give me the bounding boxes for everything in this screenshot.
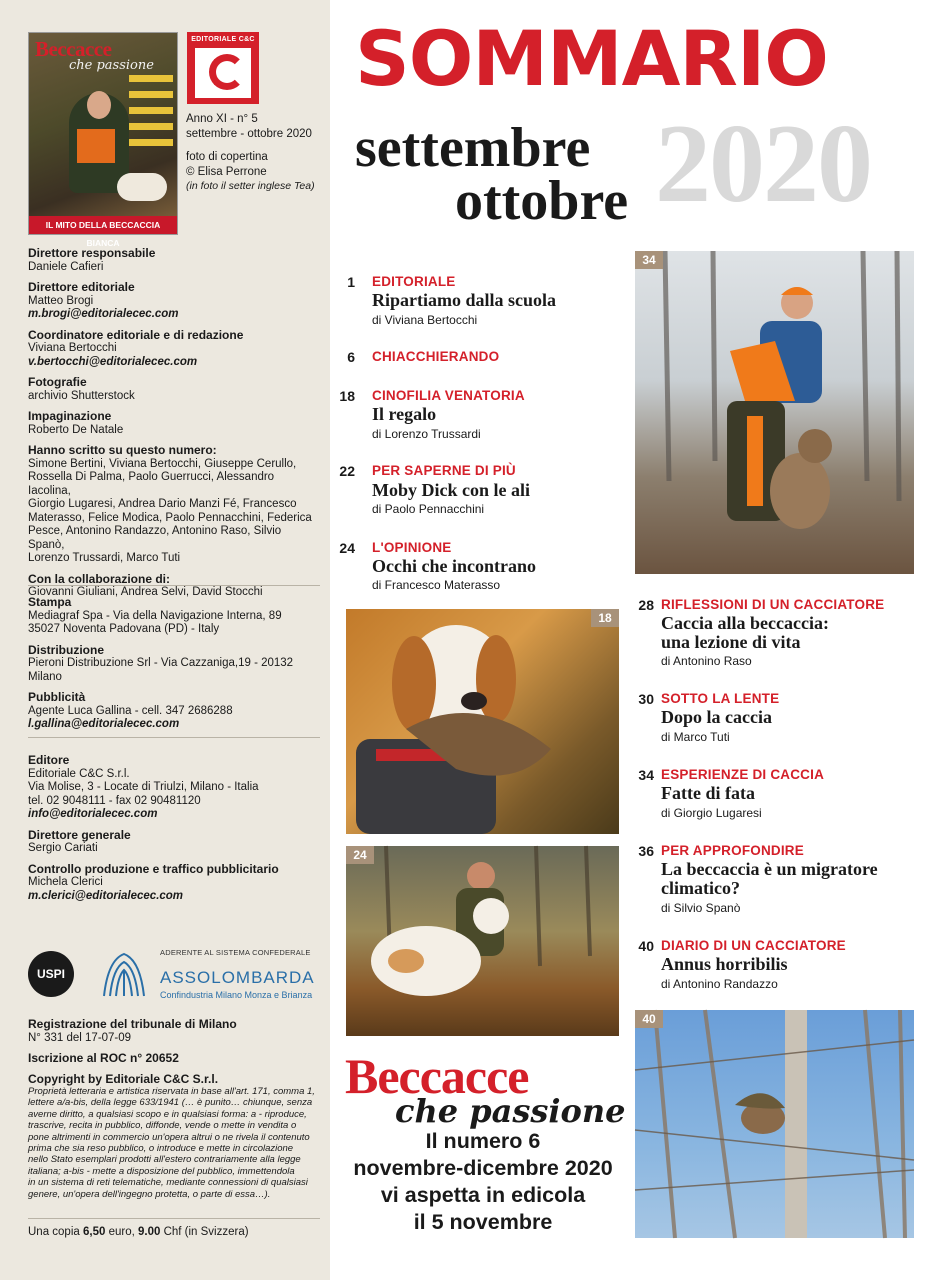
masthead-block: Direttore editoriale Matteo Brogi m.brogi@editorialecec.com xyxy=(28,281,320,322)
masthead-staff xyxy=(28,247,320,600)
toc-title: Moby Dick con le ali xyxy=(372,480,530,500)
issue-date: settembre - ottobre 2020 xyxy=(186,127,312,140)
masthead-sidebar xyxy=(0,0,330,1280)
toc-category: PER APPROFONDIRE xyxy=(661,843,804,858)
issue-number: Anno XI - n° 5 xyxy=(186,113,258,125)
photo-page-tag: 24 xyxy=(346,846,374,864)
toc-page-number: 30 xyxy=(638,691,654,707)
toc-page-number: 28 xyxy=(638,597,654,613)
divider xyxy=(28,1218,320,1219)
toc-author: di Francesco Materasso xyxy=(372,578,501,592)
toc-category: ESPERIENZE DI CACCIA xyxy=(661,767,825,782)
toc-category: PER SAPERNE DI PIÙ xyxy=(372,463,516,478)
toc-author: di Silvio Spanò xyxy=(661,901,741,915)
toc-title: Occhi che incontrano xyxy=(372,556,536,576)
publisher-info: Editore Editoriale C&C S.r.l. Via Molise, 3 - Locate di Triulzi, Milano - Italia tel. 02 9048111 - fax 02 90481120 info@editorialecec.com Direttore generale Sergio Cariati Controllo produzione e traffico pubblicitario Michela Clerici m.clerici@editorialecec.com xyxy=(28,754,320,903)
masthead-block: Impaginazione Roberto De Natale xyxy=(28,409,124,436)
toc-page-number: 1 xyxy=(347,274,355,290)
toc-title: Fatte di fata xyxy=(661,783,755,803)
photo-dog-with-woodcock[interactable] xyxy=(346,609,619,834)
photo-hunter-with-setter[interactable] xyxy=(346,846,619,1036)
setter-image xyxy=(346,846,619,1036)
toc-category: CINOFILIA VENATORIA xyxy=(372,388,525,403)
email-link[interactable]: m.brogi@editorialecec.com xyxy=(28,308,179,320)
copyright-text: Proprietà letteraria e artistica riservata in base all'art. 171, comma 1, lettere a/a-bis, della legge 633/1941 (… è punito… chiunque, senza averne diritto, a qualsiasi scopo e in qualsiasi forma: a - riproduce, trascrive, recita in pubblico, diffonde, vende o mette in vendita o pone altrimenti in commercio un'opera altrui o ne rivela il contenuto prima che sia reso pubblico, o introduce e mette in circolazione nello Stato esemplari prodotti all'estero contrariamente alla legge italiana; a-bis - mette a disposizione del pubblico, immettendola in un sistema di reti telematiche, mediante connessioni di qualsiasi genere, un'opera dell'ingegno protetta, o parte di essa…). xyxy=(28,1086,315,1200)
cover-thumbnail xyxy=(28,32,178,248)
dog-image xyxy=(346,609,619,834)
email-link[interactable]: v.bertocchi@editorialecec.com xyxy=(28,355,198,368)
toc-author: di Antonino Raso xyxy=(661,654,752,668)
toc-author: di Antonino Randazzo xyxy=(661,977,778,991)
bird-image xyxy=(635,1010,914,1238)
toc-page-number: 6 xyxy=(347,349,355,365)
cover-photo-note: (in foto il setter inglese Tea) xyxy=(186,180,315,192)
toc-category: CHIACCHIERANDO xyxy=(372,349,500,364)
email-link[interactable]: l.gallina@editorialecec.com xyxy=(28,718,180,730)
toc-author: di Giorgio Lugaresi xyxy=(661,806,762,820)
toc-category: L'OPINIONE xyxy=(372,540,452,555)
cover-banner: IL MITO DELLA BECCACCIA BIANCA xyxy=(29,216,177,234)
cover-magazine-subtitle: che passione xyxy=(69,58,154,73)
toc-page-number: 18 xyxy=(339,388,355,404)
toc-page-number: 40 xyxy=(638,938,654,954)
assolombarda-sub: Confindustria Milano Monza e Brianza xyxy=(160,990,313,1000)
cover-magazine-title: Beccacce xyxy=(35,37,112,61)
toc-page-number: 34 xyxy=(638,767,654,783)
promo-magazine-subtitle: che passione xyxy=(395,1092,626,1130)
price-line: Una copia 6,50 euro, 9.00 Chf (in Svizzera) xyxy=(28,1226,249,1238)
toc-page-number: 22 xyxy=(339,463,355,479)
toc-title: climatico? xyxy=(661,878,740,898)
toc-author: di Paolo Pennacchini xyxy=(372,502,485,516)
toc-author: di Viviana Bertocchi xyxy=(372,313,478,327)
toc-title: Dopo la caccia xyxy=(661,707,772,727)
assolombarda-name: ASSOLOMBARDA xyxy=(160,968,315,987)
photo-woodcock-in-trees[interactable] xyxy=(635,1010,914,1238)
cover-photo-label: foto di copertina xyxy=(186,151,268,163)
toc-title: Ripartiamo dalla scuola xyxy=(372,290,557,310)
hunter-image xyxy=(635,251,914,574)
masthead-block: Coordinatore editoriale e di redazione Viviana Bertocchi v.bertocchi@editorialecec.com xyxy=(28,329,320,370)
promo-magazine-logo: Beccacce xyxy=(345,1048,529,1104)
email-link[interactable]: info@editorialecec.com xyxy=(28,808,158,820)
issue-month-1: settembre xyxy=(355,117,591,179)
toc-title: una lezione di vita xyxy=(661,632,801,652)
asso-tagline: ADERENTE AL SISTEMA CONFEDERALE xyxy=(160,948,311,957)
legal-info: Registrazione del tribunale di Milano N° 331 del 17-07-09 Iscrizione al ROC n° 20652 Copyright by Editoriale C&C S.r.l. Proprietà letteraria e artistica riservata in base all'art. 171, comma 1, lettere a/a-bis, della legge 633/1941 (… è punito… chiunque, senza averne diritto, a qualsiasi scopo e in qualsiasi forma: a - riproduce, trascrive, recita in pubblico, diffonde, vende o mette in vendita o pone altrimenti in commercio un'opera altrui o ne rivela il contenuto prima che sia reso pubblico, o introduce e mette in circolazione nello Stato esemplari prodotti all'estero contrariamente alla legge italiana; a-bis - mette a disposizione del pubblico, immettendola in un sistema di reti telematiche, mediante connessioni di qualsiasi genere, un'opera dell'ingegno protetta, o parte di essa…). xyxy=(28,1018,324,1200)
toc-title: Annus horribilis xyxy=(661,954,788,974)
masthead-block: Con la collaborazione di: Giovanni Giuliani, Andrea Selvi, David Stocchi xyxy=(28,571,263,598)
assolombarda-icon xyxy=(98,950,150,1000)
publisher-logo-label: EDITORIALE C&C xyxy=(191,36,255,43)
divider xyxy=(28,585,320,586)
publisher-c-icon xyxy=(209,54,245,90)
toc-page-number: 36 xyxy=(638,843,654,859)
photo-hunter-with-dog[interactable] xyxy=(635,251,914,574)
photo-page-tag: 18 xyxy=(591,609,619,627)
masthead-block: Fotografie archivio Shutterstock xyxy=(28,375,135,402)
toc-title: Caccia alla beccaccia: xyxy=(661,613,829,633)
photo-page-tag: 34 xyxy=(635,251,663,269)
toc-title: La beccaccia è un migratore xyxy=(661,859,878,879)
toc-category: SOTTO LA LENTE xyxy=(661,691,780,706)
page-title: SOMMARIO xyxy=(355,14,828,103)
issue-meta xyxy=(186,112,315,194)
toc-category: EDITORIALE xyxy=(372,274,456,289)
photo-page-tag: 40 xyxy=(635,1010,663,1028)
masthead-block: Direttore responsabile Daniele Cafieri xyxy=(28,246,156,273)
toc-category: DIARIO DI UN CACCIATORE xyxy=(661,938,846,953)
toc-page-number: 24 xyxy=(339,540,355,556)
toc-title: Il regalo xyxy=(372,404,437,424)
next-issue-announcement: Il numero 6 novembre-dicembre 2020 vi aspetta in edicola il 5 novembre xyxy=(353,1129,613,1234)
toc-author: di Marco Tuti xyxy=(661,730,730,744)
masthead-block: Hanno scritto su questo numero: Simone Bertini, Viviana Bertocchi, Giuseppe Cerullo, Rossella Di Palma, Paolo Guerrucci, Alessandro Iacolina, Giorgio Lugaresi, Andrea Dario Manzi Fé, Francesco Materasso, Felice Modica, Paolo Pennacchini, Federica Pesce, Antonino Randazzo, Antonino Raso, Silvio Spanò, Lorenzo Trussardi, Marco Tuti xyxy=(28,443,312,564)
production-info: Stampa Mediagraf Spa - Via della Navigazione Interna, 89 35027 Noventa Padovana (PD) - Italy Distribuzione Pieroni Distribuzione Srl - Via Cazzaniga,19 - 20132 Milano Pubblicità Agente Luca Gallina - cell. 347 2686288 l.gallina@editorialecec.com xyxy=(28,596,328,732)
cover-photo-credit: © Elisa Perrone xyxy=(186,165,267,178)
issue-year: 2020 xyxy=(655,102,871,226)
issue-month-2: ottobre xyxy=(455,170,629,232)
toc-author: di Lorenzo Trussardi xyxy=(372,427,481,441)
toc-category: RIFLESSIONI DI UN CACCIATORE xyxy=(661,597,885,612)
uspi-logo: USPI xyxy=(28,951,74,997)
publisher-logo xyxy=(187,32,259,104)
divider xyxy=(28,737,320,738)
email-link[interactable]: m.clerici@editorialecec.com xyxy=(28,889,184,902)
